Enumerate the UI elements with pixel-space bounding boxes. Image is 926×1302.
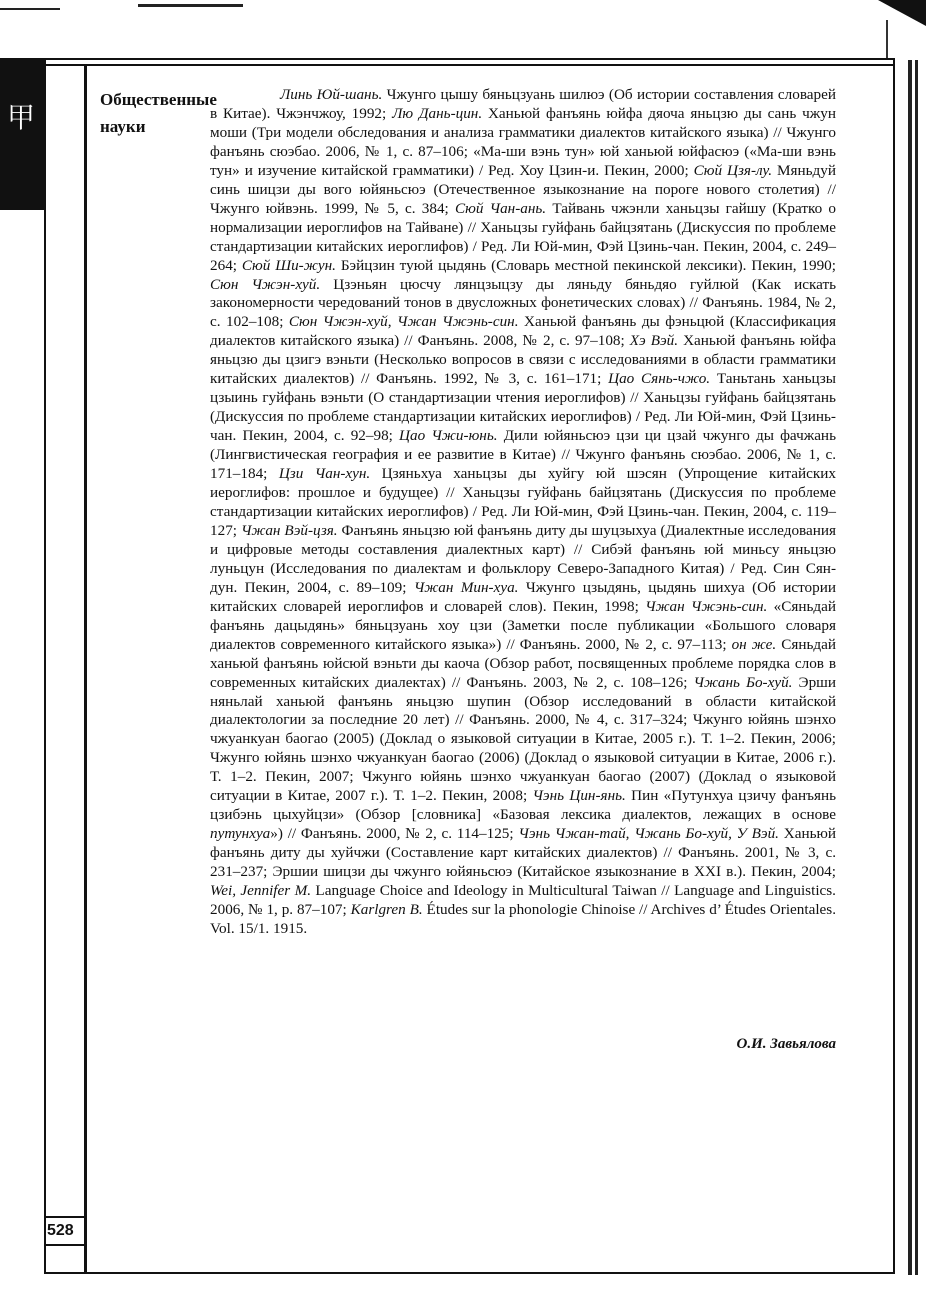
author-name: Чэнь Чжан-тай, Чжань Бо-хуй, У Вэй. <box>518 825 779 843</box>
section-title-line2: науки <box>100 117 146 136</box>
citation-text: Ханьюй фанъянь юйфа дяоча яньцзю ды сань чжун моши (Три модели обследования и анализа грамматики диалектов китайского языка) // Чжунго фанъянь сюэбао. 2006, № 1, с. 87–106; «Ма-ши вэнь тун» юй ханьюй юйфасюэ («Ма-ши вэнь тун» и изучение китайской грамматики) / Ред. Хоу Цзин-и. Пекин, 2000; <box>210 104 836 179</box>
citation-text: Сяньдай ханьюй фанъянь юйсюй вэньти ды каоча (Обзор работ, посвященных проблеме порядка слов в современных китайских диалектах) // Фанъянь. 2003, № 2, с. 108–126; <box>210 635 836 691</box>
author-name: Сюй Ши-жун. <box>241 256 336 274</box>
citation-text: Чжунго цышу бяньцзуань шилюэ (Об истории составления словарей в Китае). Чжэнчжоу, 1992; <box>210 86 836 122</box>
citation-text: Дили юйяньсюэ цзи ци цзай чжунго ды фачжань (Лингвистическая география и ее развитие в Китае) // Чжунго фанъянь сюэбао. 2006, № 1, с. 171–184; <box>210 427 836 483</box>
section-title-line1: Общественные <box>100 90 217 109</box>
author-name: Цао Чжи-юнь. <box>399 427 498 445</box>
author-name: Чжан Чжэнь-син. <box>645 597 768 615</box>
citation-text: Бэйцзин туюй цыдянь (Словарь местной пекинской лексики). Пекин, 1990; <box>335 256 836 274</box>
author-name: Wei, Jennifer M. <box>210 882 312 900</box>
section-tab-glyph: 甲 <box>7 101 36 134</box>
right-edge-bar <box>908 60 912 1275</box>
page-frame-margin-rule <box>84 64 87 1274</box>
author-name: Чжан Вэй-цзя. <box>240 521 338 539</box>
citation-text: Ханьюй фанъянь диту ды хуйчжи (Составление карт китайских диалектов) // Фанъянь. 2001, № 3, с. 231–237; Эршии шицзи ды чжунго юйяньсюэ (Китайское языкознание в XXI в.). Пекин, 2004; <box>210 825 836 881</box>
citation-text: Мяньдуй синь шицзи ды вого юйяньсюэ (Отечественное языкознание на пороге нового столетия) // Чжунго юйвэнь. 1999, № 5, с. 384; <box>210 161 836 217</box>
citation-text: Пин «Путунхуа цзичу фанъянь цзибэнь цыхуйцзи» (Обзор [словника] «Базовая лексика диалектов, лежащих в основе <box>210 787 837 824</box>
author-name: Чжан Мин-хуа. <box>413 578 519 596</box>
author-name: путунхуа <box>210 825 271 843</box>
author-signature: О.И. Завьялова <box>736 1036 836 1052</box>
author-name: Чэнь Цин-янь. <box>532 787 626 805</box>
author-name: Сюй Чан-ань. <box>454 199 547 217</box>
page-number: 528 <box>47 1222 74 1239</box>
citation-text: Чжунго цзыдянь, цыдянь шихуа (Об истории китайских словарей иероглифов и словарей слов). Пекин, 1998; <box>210 578 836 615</box>
section-tab <box>0 58 44 210</box>
author-name: Сюн Чжэн-хуй, Чжан Чжэнь-син. <box>288 313 519 331</box>
bibliography-text <box>210 86 836 939</box>
citation-text: Études sur la phonologie Chinoise // Archives d’ Études Orientales. Vol. 15/1. 1915. <box>210 900 836 937</box>
citation-text: Цзяньхуа ханьцзы ды хуйгу юй шэсян (Упрощение китайских иероглифов: прошлое и будущее) // Ханьцзы гуйфань байцзятань (Дискуссия по проблеме стандартизации китайских иероглифов) / Ред. Ли Юй-мин, Фэй Цзинь-чан. Пекин, 2004, с. 119–127; <box>210 465 836 539</box>
citation-text: Language Choice and Ideology in Multicultural Taiwan // Language and Linguistics. 2006, № 1, р. 87–107; <box>210 882 836 918</box>
right-edge-bar-2 <box>915 60 918 1275</box>
citation-text: Цзэньян цюсчу лянцзыцзу ды ляньду бяньдяо гуйлюй (Как искать закономерности чередований тонов в двусложных фонетических словах) // Фанъянь. 1984, № 2, с. 102–108; <box>210 275 837 331</box>
top-rule-center <box>138 4 243 7</box>
citation-text: Эрши няньлай ханьюй фанъянь яньцзю шупин (Обзор исследований в области китайской диалектологии за последние 20 лет) // Фанъянь. 2000, № 4, с. 317–324; Чжунго юйянь шэнхо чжуанкуан баогао (2005) (Доклад о языковой ситуации в Китае, 2005 г.). Т. 1–2. Пекин, 2006; Чжунго юйянь шэнхо чжуанкуан баогао (2006) (Доклад о языковой ситуации в Китае, 2006 г.). Т. 1–2. Пекин, 2007; Чжунго юйянь шэнхо чжуанкуан баогао (2007) (Доклад о языковой ситуации в Китае, 2007 г.). Т. 1–2. Пекин, 2008; <box>210 673 836 805</box>
citation-text: Таньтань ханьцзы цзыинь гуйфань вэньти (О стандартизации чтения иероглифов) // Ханьцзы гуйфань байцзятань (Дискуссия по проблеме стандартизации китайских иероглифов) / Ред. Ли Юй-мин, Фэй Цзинь-чан. Пекин, 2004, с. 92–98; <box>210 370 837 445</box>
page-frame-top-rule <box>44 64 895 66</box>
author-name: Сюн Чжэн-хуй. <box>210 275 321 293</box>
author-name: Karlgren B. <box>350 900 423 918</box>
author-name: Сюй Цзя-лу. <box>693 161 773 179</box>
author-name: Хэ Вэй. <box>629 332 679 350</box>
author-name: он же. <box>731 635 777 653</box>
citation-text: ») // Фанъянь. 2000, № 2, с. 114–125; <box>270 825 519 843</box>
citation-text: Ханьюй фанъянь ды фэньцюй (Классификация диалектов китайского языка) // Фанъянь. 2008, № 2, с. 97–108; <box>210 313 836 350</box>
citation-text: Тайвань чжэнли ханьцзы гайшу (Кратко о нормализации иероглифов на Тайване) // Ханьцзы гуйфань байцзятань (Дискуссия по проблеме стандартизации китайских иероглифов) / Ред. Ли Юй-мин, Фэй Цзинь-чан. Пекин, 2004, с. 249–264; <box>210 199 837 274</box>
citation-text: «Сяньдай фанъянь дацыдянь» бяньцзуань хоу цзи (Заметки после публикации «Большого словаря диалектов современного китайского языка») // Фанъянь. 2000, № 2, с. 97–113; <box>210 597 836 653</box>
author-name: Линь Юй-шань. <box>280 86 383 103</box>
author-name: Чжань Бо-хуй. <box>693 673 793 691</box>
citation-text: Фанъянь яньцзю юй фанъянь диту ды шуцзыхуа (Диалектные исследования и цифровые методы составления диалектных карт) // Сибэй фанъянь юй миньсу яньцзю луньцун (Исследования по диалектам и фольклору Северо-Западного Китая) / Ред. Син Сян-дун. Пекин, 2004, с. 89–109; <box>210 521 836 596</box>
author-name: Лю Дань-цин. <box>392 104 483 122</box>
top-rule-left <box>0 8 60 10</box>
corner-line <box>886 20 888 58</box>
author-name: Цао Сянь-чжо. <box>608 370 711 388</box>
author-name: Цзи Чан-хун. <box>278 465 371 483</box>
citation-text: Ханьюй фанъянь юйфа яньцзю ды цзигэ вэньти (Несколько вопросов в связи с исследованиями в области грамматики китайских диалектов) // Фанъянь. 1992, № 3, с. 161–171; <box>210 332 836 388</box>
